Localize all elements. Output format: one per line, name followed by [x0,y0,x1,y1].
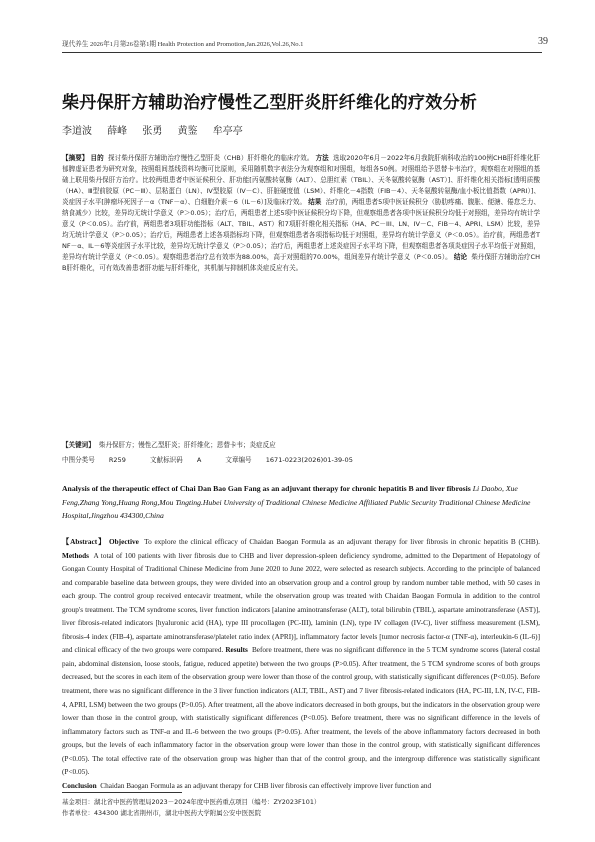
author-name: 牟亭亭 [212,126,243,137]
en-objective-text: To explore the clinical efficacy of Chaidan Baogan Formula as an adjuvant therapy for liver fibrosis in chronic hepatitis B (CHB). [144,538,540,546]
english-authors-affiliation: Li Daobo, Xue Feng,Zhang Yong,Huang Rong,Mou Tingting.Hubei University of Traditional Chinese Medicine Affiliated Public Security Traditional Chinese Medicine Hospital,Jingzhou 434300,China [62,484,531,520]
english-abstract [62,536,540,793]
en-methods-label: Methods [62,551,89,560]
classification-line [62,454,540,464]
header-divider [62,52,542,53]
en-results-label: Results [225,646,248,655]
en-abstract-label: 【Abstract】 [62,538,107,546]
article-no-value: 1671-0223(2026)01-39-05 [265,456,353,464]
doc-code-label: 文献标识码 [149,456,183,464]
clc-value: R259 [108,456,126,464]
methods-text: 选取2020年6月－2022年6月我院肝病科收治的100例CHB肝纤维化肝郁脾虚证患者为研究对象，按照组间基线资料均衡可比原则，采用随机数字表法分为观察组和对照组，每组各50例。对照组给予恩替卡韦治疗，观察组在对照组的基础上联用柴丹保肝方治疗。比较两组患者中医证候积分、肝功能[丙氨酸转氨酶（ALT）、总胆红素（TBIL）、天冬氨酸转氨酶（AST）]、肝纤维化相关指标[透明质酸（HA）、Ⅲ型前胶原（PC－Ⅲ）、层粘蛋白（LN）、Ⅳ型胶原（IV－C）、肝脏硬度值（LSM）、纤维化－4指数（FIB－4）、天冬氨酸转氨酶/血小板比值指数（APRI）]、炎症因子水平[肿瘤坏死因子－α（TNF－α）、白细胞介素－6（IL－6）]及临床疗效。 [62,154,540,207]
article-no-label: 文章编号 [225,456,252,464]
en-results-text: Before treatment, there was no significant difference in the 5 TCM syndrome scores (lateral costal pain, abdominal distension, loose stools, fatigue, reduced appetite) between the two groups (P>0.05). After treatment, the 5 TCM syndrome scores of both groups decreased, but the scores in each item of the observation group were lower than those of the control group, with statistically significant differences (P<0.05). Before treatment, there was no significant difference in the 3 liver function indicators (ALT, TBIL, AST) and 7 liver fibrosis-related indicators (HA, PC-III, LN, IV-C, FIB-4, APRI, LSM) between the two groups (P>0.05). After treatment, all the above indicators decreased in both groups, but the indicators in the observation group were lower than those in the control group, with statistically significant differences (P<0.05). Before treatment, there was no significant difference in the levels of inflammatory factors such as TNF-α and IL-6 between the two groups (P>0.05). After treatment, the levels of the above inflammatory factors decreased in both groups, but the levels of each inflammatory factor in the observation group were lower than those in the control group, with statistically significant differences (P<0.05). The total effective rate of the observation group was higher than that of the control group, and the intergroup difference was statistically significant (P<0.05). [62,646,541,777]
running-header [62,36,548,50]
results-label: 结果 [308,198,322,207]
clc-label: 中图分类号 [62,456,95,464]
author-name: 薛峰 [107,126,128,137]
objective-text: 探讨柴丹保肝方辅助治疗慢性乙型肝炎（CHB）肝纤维化的临床疗效。 [108,154,314,162]
conclusion-label: 结论 [453,253,468,262]
en-conclusion-label: Conclusion [62,781,97,790]
author-name: 黄鉴 [177,126,198,137]
chinese-abstract [62,153,540,275]
abstract-label: 【摘要】 [62,154,89,162]
en-methods-text: A total of 100 patients with liver fibrosis due to CHB and liver depression-spleen deficiency syndrome, admitted to the Department of Hepatology of Gongan County Hospital of Traditional Chinese Medicine from June 2020 to June 2022, were selected as research subjects. According to the principle of balanced and comparable baseline data between groups, they were divided into an observation group and a control group by random number table method, with 50 cases in each group. The control group received entecavir treatment, while the observation group was treated with Chaidan Baogan Formula in addition to the control group's treatment. The TCM syndrome scores, liver function indicators [alanine aminotransferase (ALT), total bilirubin (TBIL), aspartate aminotransferase (AST)], liver fibrosis-related indicators [hyaluronic acid (HA), type III procollagen (PC-III), laminin (LN), type IV collagen (IV-C), liver stiffness measurement (LSM), fibrosis-4 index (FIB-4), aspartate aminotransferase/platelet ratio index (APRI)], inflammatory factor levels [tumor necrosis factor-α (TNF-α), interleukin-6 (IL-6)] and clinical efficacy of the two groups were compared. [62,551,540,655]
en-conclusion-text: Chaidan Baogan Formula as an adjuvant therapy for CHB liver fibrosis can effectively improve liver function and [100,781,432,790]
page-number: 39 [538,36,548,47]
conclusion-text: 柴丹保肝方辅助治疗CHB肝纤维化，可有效改善患者肝功能与肝纤维化，其机制与抑制机体炎症反应有关。 [62,253,540,273]
en-objective-label: Objective [109,538,139,546]
author-unit-footnote: 作者单位：434300 湖北省荆州市，湖北中医药大学附属公安中医医院 [62,809,261,817]
author-name: 李道波 [62,126,92,137]
english-title: Analysis of the therapeutic effect of Chai Dan Bao Gan Fang as an adjuvant therapy for chronic hepatitis B and liver fibrosis [62,484,471,493]
results-text: 治疗前，两组患者5项中医证候积分（胁肋疼痛、腹胀、便溏、倦怠乏力、纳食减少）比较，差异均无统计学意义（P＞0.05）；治疗后，两组患者上述5项中医证候积分均下降，但观察组患者各项中医证候积分均低于对照组，差异均有统计学意义（P＜0.05）。治疗前，两组患者3项肝功能指标（ALT、TBIL、AST）和7项肝纤维化相关指标（HA、PC－III、LN、IV－C、FIB－4、APRI、LSM）比较，差异均无统计学意义（P＞0.05）；治疗后，两组患者上述各项指标均下降，但观察组患者各项指标均低于对照组，差异均有统计学意义（P＜0.05）。治疗前，两组患者TNF－α、IL－6等炎症因子水平比较，差异均无统计学意义（P＞0.05）；治疗后，两组患者上述炎症因子水平均下降，但观察组患者各项炎症因子水平均低于对照组，差异均有统计学意义（P＜0.05）。观察组患者治疗总有效率为88.00%，高于对照组的70.00%，组间差异有统计学意义（P＜0.05）。 [62,198,540,262]
keywords-text: 柴丹保肝方；慢性乙型肝炎；肝纤维化；恩替卡韦；炎症反应 [98,441,276,449]
fund-footnote: 基金项目：湖北省中医药管理局2023－2024年度中医药重点项目（编号：ZY2023F101） [62,798,321,806]
author-list [62,122,255,137]
doc-code-value: A [196,456,202,464]
english-title-block [62,482,540,523]
running-header-text: 现代养生 2026年1月第26卷第1期 Health Protection and Promotion,Jan.2026,Vol.26,No.1 [62,41,304,48]
author-name: 张勇 [142,126,163,137]
objective-label: 目的 [90,154,104,162]
keywords-label: 【关键词】 [62,441,95,449]
chinese-keywords [62,440,540,451]
footnote-divider [62,792,182,793]
methods-label: 方法 [315,154,329,162]
article-title: 柴丹保肝方辅助治疗慢性乙型肝炎肝纤维化的疗效分析 [62,93,478,113]
